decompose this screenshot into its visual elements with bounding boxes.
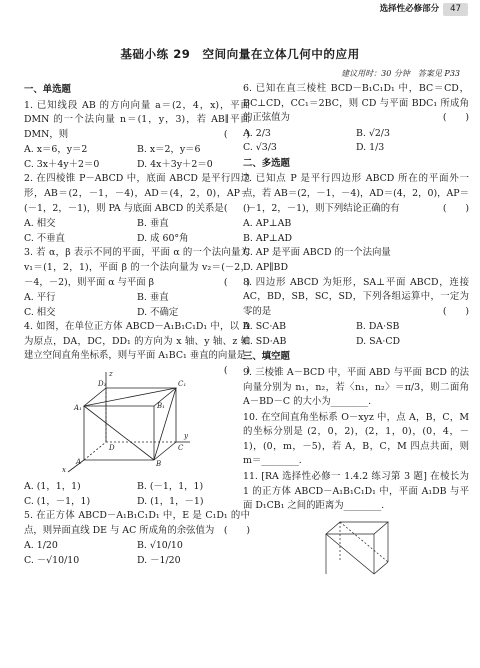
- label-d1: D₁: [97, 379, 107, 388]
- answer-blank: ( ): [442, 112, 469, 124]
- question-text: 8. 四边形 ABCD 为矩形，SA⊥平面 ABCD，连接 AC，BD，SB，SC，SD，下列各组运算中，一定为零的是: [243, 276, 469, 317]
- cube-figure-small: [316, 516, 396, 576]
- question-text: 3. 若 α，β 表示不同的平面，平面 α 的一个法向量为 v₁＝(1，2，1)，平面 β 的一个法向量为 v₂＝(－2，－4，－2)，则平面 α 与平面 β: [24, 247, 250, 288]
- question-2: [24, 172, 250, 216]
- question-text: 5. 在正方体 ABCD－A₁B₁C₁D₁ 中，E 是 C₁D₁ 的中点，则异面直线 DE 与 AC 所成角的余弦值为: [24, 510, 250, 536]
- answer-blank: ( ): [223, 276, 250, 288]
- option: A. AP⊥AB: [243, 218, 292, 230]
- page-title: 基础小练 29 空间向量在立体几何中的应用: [120, 47, 360, 61]
- question-text: 2. 在四棱锥 P－ABCD 中，底面 ABCD 是平行四边形，AB＝(2，－1，－4)，AD＝(4，2，0)，AP＝(－1，2，－1)，则 PA 与底面 ABCD 的关系是: [24, 173, 250, 214]
- cube-edge: [374, 562, 388, 574]
- answer-blank: ( ): [223, 128, 250, 140]
- cube-diag: [326, 534, 374, 574]
- options-6: [243, 127, 469, 156]
- label-c1: C₁: [177, 379, 187, 388]
- question-3: [24, 246, 250, 290]
- option: B. √10/10: [137, 540, 183, 552]
- label-b: B: [155, 459, 162, 468]
- option: D. AP∥BD: [243, 261, 288, 273]
- page-number: 47: [443, 3, 468, 16]
- question-6: [243, 82, 469, 126]
- label-z: z: [108, 369, 113, 378]
- answer-blank: ( ): [223, 524, 250, 536]
- answer-blank: ( ): [223, 202, 250, 214]
- right-column: [243, 82, 469, 578]
- question-text: 6. 已知在直三棱柱 BCD－B₁C₁D₁ 中，BC＝CD，BC⊥CD，CC₁＝2BC，则 CD 与平面 BDC₁ 所成角的正弦值为: [243, 83, 469, 124]
- option: A. x＝6，y＝2: [24, 144, 88, 156]
- option: A. 相交: [24, 218, 56, 230]
- question-text: 7. 已知点 P 是平行四边形 ABCD 所在的平面外一点，若 AB＝(2，－1，－4)，AD＝(4，2，0)，AP＝(－1，2，－1)，则下列结论正确的有: [243, 173, 469, 214]
- question-text: 1. 已知线段 AB 的方向向量 a＝(2，4，x)，平面 DMN 的一个法向量 n＝(1，y，3)，若 AB∥平面 DMN，则: [24, 99, 250, 140]
- option: A. 1/20: [24, 540, 58, 552]
- option: D. SA·CD: [356, 335, 401, 347]
- question-11: 11. [RA 选择性必修一 1.4.2 练习第 3 题] 在棱长为 1 的正方体 ABCD－A₁B₁C₁D₁ 中，平面 A₁DB 与平面 D₁CB₁ 之间的距离为________.: [243, 471, 469, 512]
- meta-line: 建议用时：30 分钟 答案见 P33: [341, 69, 460, 78]
- option: C. 相交: [24, 306, 56, 318]
- question-10: 10. 在空间直角坐标系 O－xyz 中，点 A，B，C，M 的坐标分别是 (2，0，2)，(2，1，0)，(0，4，－1)，(0，m，－5)，若 A，B，C，M 四点共面，则 m＝________.: [243, 411, 469, 467]
- page-header: [380, 3, 468, 16]
- answer-blank: ( ): [442, 202, 469, 214]
- options-4: [24, 480, 250, 509]
- question-9: 9. 三棱锥 A－BCD 中，平面 ABD 与平面 BCD 的法向量分别为 n₁，n₂，若〈n₁，n₂〉＝π/3，则二面角 A－BD－C 的大小为________.: [243, 366, 469, 408]
- option: A. SC·AB: [243, 321, 286, 333]
- label-a1: A₁: [73, 403, 82, 412]
- question-8: [243, 276, 469, 320]
- option: C. SD·AB: [243, 335, 287, 347]
- option: B. (－1，1，1): [137, 480, 204, 492]
- answer-blank: ( ): [223, 364, 250, 376]
- section-single-choice: 一、单选题: [24, 84, 71, 95]
- label-x: x: [61, 465, 66, 474]
- option: C. (1，－1，1): [24, 495, 91, 507]
- option: D. (1，1，－1): [137, 495, 204, 507]
- options-1: [24, 143, 250, 172]
- question-1: [24, 99, 250, 143]
- option: D. 成 60°角: [137, 232, 189, 244]
- option: A. 2/3: [243, 127, 271, 139]
- cube-edge: [154, 442, 176, 460]
- option: B. √2/3: [356, 127, 390, 139]
- left-column: [24, 82, 250, 568]
- option: C. －√10/10: [24, 554, 80, 566]
- option: B. DA·SB: [356, 321, 400, 333]
- options-5: [24, 539, 250, 568]
- label-c: C: [177, 443, 184, 452]
- option: C. √3/3: [243, 142, 277, 154]
- option: C. AP 是平面 ABCD 的一个法向量: [243, 247, 391, 259]
- option: C. 3x＋4y＋2＝0: [24, 158, 100, 170]
- diag-b-c1: [154, 388, 176, 460]
- option: B. x＝2，y＝6: [137, 144, 201, 156]
- answer-blank: ( ): [442, 305, 469, 317]
- option: A. 平行: [24, 292, 56, 304]
- question-7: [243, 172, 469, 216]
- label-y: y: [183, 431, 188, 440]
- options-2: [24, 217, 250, 246]
- option: B. 垂直: [137, 292, 169, 304]
- cube-figure: [54, 368, 194, 476]
- question-5: [24, 509, 250, 538]
- option: A. (1，1，1): [24, 480, 81, 492]
- label-a: A: [75, 457, 82, 466]
- option: D. 4x＋3y＋2＝0: [137, 158, 213, 170]
- label-b1: B₁: [156, 401, 165, 410]
- section-multiple-choice: 二、多选题: [243, 157, 290, 169]
- cube-top-face: [326, 522, 388, 534]
- option: C. 不垂直: [24, 232, 65, 244]
- option: B. AP⊥AD: [243, 232, 293, 244]
- option: D. 1/3: [356, 142, 385, 154]
- cube-hidden-edge: [84, 442, 106, 460]
- label-d: D: [108, 443, 115, 452]
- option: D. －1/20: [137, 554, 181, 566]
- option: D. 不确定: [137, 306, 179, 318]
- options-3: [24, 291, 250, 320]
- options-8: [243, 320, 469, 349]
- options-7: [243, 217, 469, 275]
- section-label: 选择性必修部分: [379, 4, 440, 14]
- question-4: [24, 320, 250, 376]
- question-text: 4. 如图，在单位正方体 ABCD－A₁B₁C₁D₁ 中，以 D 为原点，DA，DC，DD₁ 的方向为 x 轴、y 轴、z 轴建立空间直角坐标系，则与平面 A₁BC₁ 垂直的向量是: [24, 321, 250, 362]
- section-fill-blank: 三、填空题: [243, 351, 290, 363]
- option: B. 垂直: [137, 218, 169, 230]
